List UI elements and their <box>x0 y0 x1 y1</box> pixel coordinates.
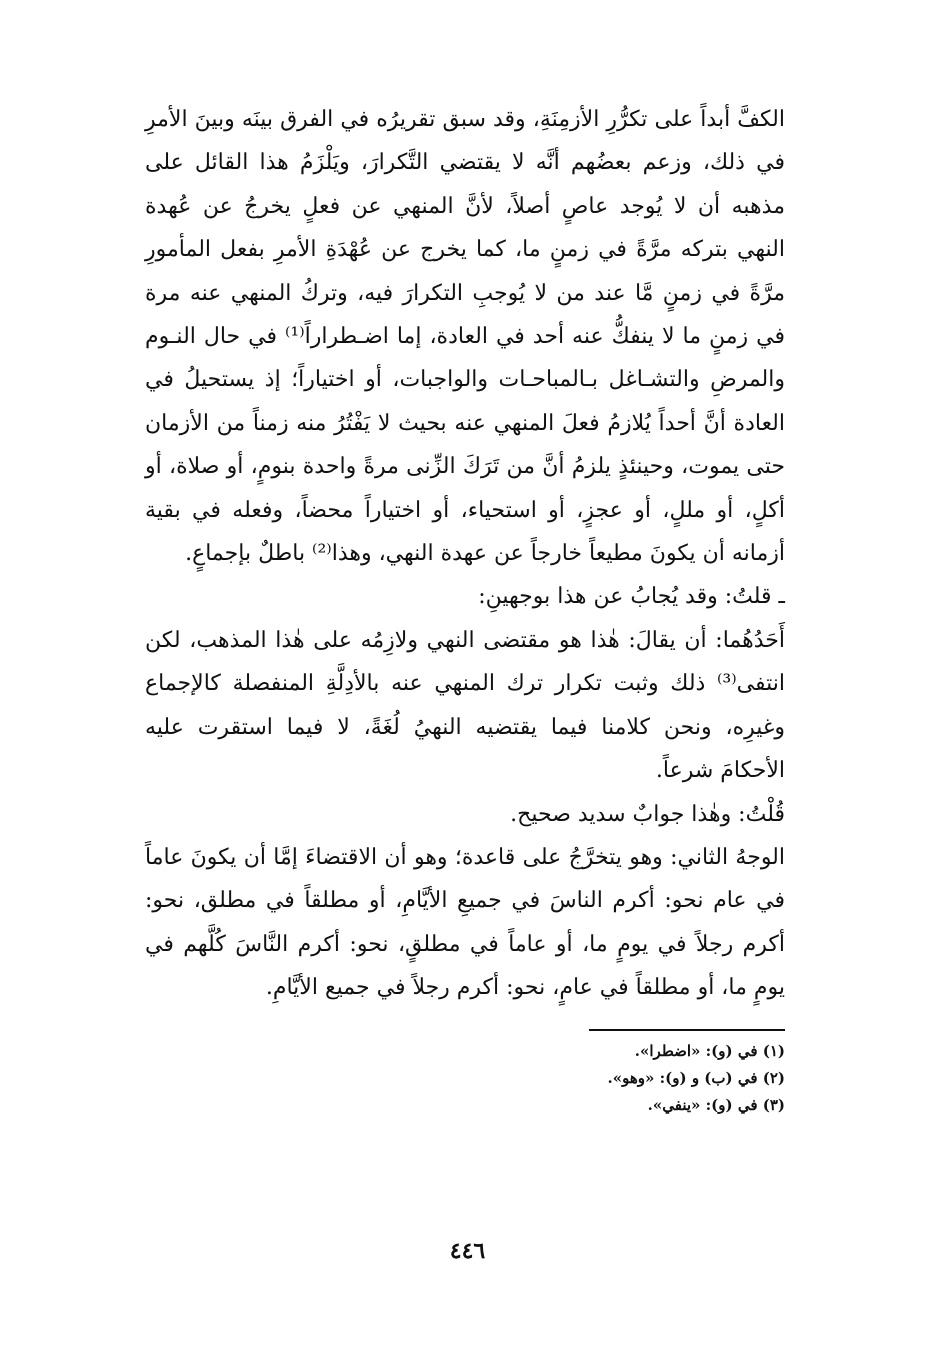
footnote-separator <box>589 1029 785 1031</box>
footnote-item: (٢) في (ب) و (و): «وهو». <box>607 1069 785 1087</box>
paragraph-main-argument: الكفَّ أبداً على تكرُّرِ الأزمِنَةِ، وقد سبق تقريرُه في الفرق بينَه وبينَ الأمرِ في ذلك، وزعم بعضُهم أنَّه لا يقتضي التَّكرارَ، ويَلْزَمُ هذا القائل على مذهبه أن لا يُوجد عاصٍ أصلاً، لأنَّ المنهي عن فعلٍ يخرجُ عن عُهدة النهي بتركه مرَّةً في زمنٍ ما، كما يخرج عن عُهْدَةِ الأمرِ بفعل المأمورِ مرَّةً في زمنٍ مَّا عند من لا يُوجبِ التكرارَ فيه، وتركُ المنهي عنه مرة في زمنٍ ما لا ينفكُّ عنه أحد في العادة، إما اضـطراراً⁽¹⁾ في حال النـوم والمرضِ والتشـاغل بـالمباحـات والواجبات، أو اختياراً؛ إذ يستحيلُ في العادة أنَّ أحداً يُلازمُ فعلَ المنهي عنه بحيث لا يَفْتُرُ منه زمناً من الأزمان حتى يموت، وحينئذٍ يلزمُ أنَّ من تَرَكَ الزِّنى مرةً واحدة بنومٍ، أو صلاة، أو أكلٍ، أو مللٍ، أو عجزٍ، أو استحياء، أو اختياراً محضاً، وفعله في بقية أزمانه أن يكونَ مطيعاً خارجاً عن عهدة النهي، وهذا⁽²⁾ باطلٌ بإجماعٍ. <box>145 107 785 567</box>
main-text <box>145 98 785 1010</box>
footnote-item: (١) في (و): «اضطرا». <box>634 1042 785 1060</box>
paragraph-second-answer: الوجهُ الثاني: وهو يتخرَّجُ على قاعدة؛ وهو أن الاقتضاءَ إمَّا أن يكونَ عاماً في عام نحو: أكرم الناسَ في جميعِ الأيَّامِ، أو مطلقاً في مطلق، نحو: أكرم رجلاً في يومٍ ما، أو عاماً في مطلقٍ، نحو: أكرم النَّاسَ كُلَّهم في يومٍ ما، أو مطلقاً في عامٍ، نحو: أكرم رجلاً في جميع الأيَّامِ. <box>145 844 785 1001</box>
page-number: ٤٤٦ <box>449 1238 486 1264</box>
paragraph-first-answer: أَحَدُهُما: أن يقالَ: هٰذا هو مقتضى النهي ولازِمُه على هٰذا المذهب، لكن انتفى⁽³⁾ ذلك وثبت تكرار ترك المنهي عنه بالأدِلَّةِ المنفصلة كالإجماع وغيرِه، ونحن كلامنا فيما يقتضيه النهيُ لُغَةً، لا فيما استقرت عليه الأحكامَ شرعاً. <box>145 627 785 784</box>
paragraph-comment: قُلْتُ: وهٰذا جوابٌ سديد صحيح. <box>510 801 785 827</box>
footnote-item: (٣) في (و): «ينفي». <box>647 1096 785 1114</box>
paragraph-reply-intro: ـ قلتُ: وقد يُجابُ عن هذا بوجهينِ: <box>478 584 785 610</box>
footnotes <box>145 1038 785 1119</box>
